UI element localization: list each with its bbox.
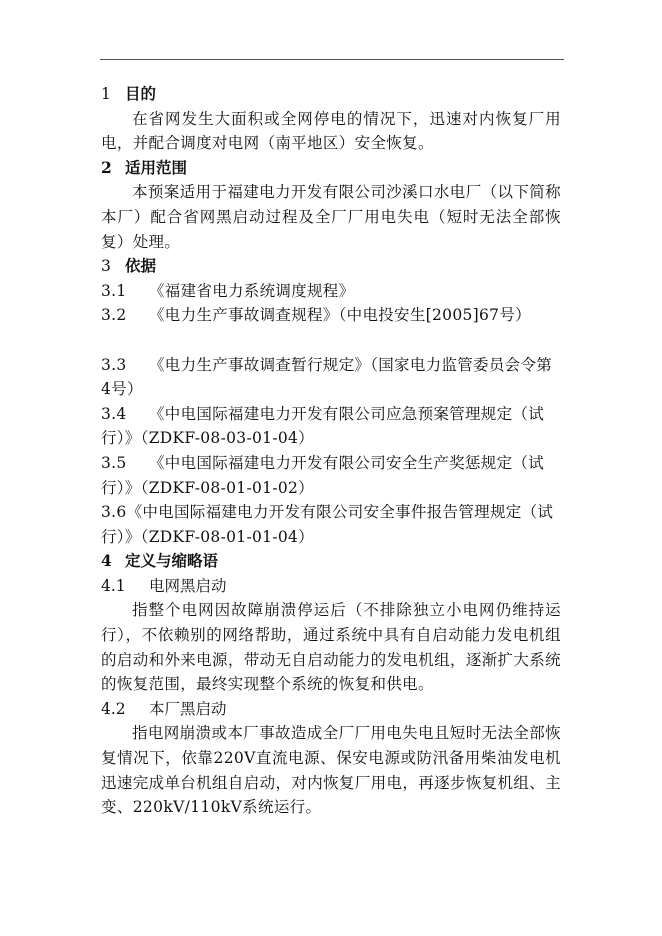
subsection-4-1-heading (101, 574, 561, 599)
reference-text: 《中电国际福建电力开发有限公司安全生产奖惩规定（试行）》（ZDKF-08-01-01-02） (101, 453, 545, 497)
reference-text: 《中电国际福建电力开发有限公司应急预案管理规定（试行）》（ZDKF-08-03-01-04） (101, 404, 545, 448)
reference-item (101, 303, 561, 328)
reference-number: 3.4 (101, 404, 127, 423)
section-3-heading (101, 254, 561, 279)
section-4-heading (101, 549, 561, 574)
subsection-4-1-body: 指整个电网因故障崩溃停运后（不排除独立小电网仍维持运行），不依赖别的网络帮助，通过系统中具有自启动能力发电机组的启动和外来电源，带动无自启动能力的发电机组，逐渐扩大系统的恢复范围，最终实现整个系统的恢复和供电。 (101, 601, 561, 694)
section-1-number: 1 (101, 85, 111, 103)
section-3-title: 依据 (125, 256, 157, 276)
reference-text: 《福建省电力系统调度规程》 (149, 281, 355, 300)
reference-number: 3.1 (101, 281, 127, 300)
section-1-body: 在省网发生大面积或全网停电的情况下，迅速对内恢复厂用电，并配合调度对电网（南平地区）安全恢复。 (101, 109, 561, 153)
section-3-number: 3 (101, 257, 111, 276)
subsection-number: 4.2 (101, 699, 126, 718)
section-1-title: 目的 (125, 84, 157, 103)
reference-text: 《电力生产事故调查暂行规定》（国家电力监管委员会令第4号） (101, 355, 553, 399)
section-1-heading (101, 82, 561, 107)
blank-line (101, 328, 561, 353)
document-body (101, 82, 561, 820)
section-2-title: 适用范围 (125, 157, 188, 177)
section-2-heading (101, 156, 561, 181)
reference-item (101, 279, 561, 304)
subsection-number: 4.1 (101, 576, 126, 595)
reference-number: 3.5 (101, 453, 127, 472)
reference-text: 《中电国际福建电力开发有限公司安全事件报告管理规定（试行）》（ZDKF-08-01-01-04） (101, 503, 554, 546)
reference-number: 3.6 (101, 503, 127, 522)
section-4-number: 4 (101, 551, 112, 571)
reference-item (101, 402, 561, 451)
subsection-4-2-heading (101, 697, 561, 722)
section-2-number: 2 (101, 157, 112, 177)
reference-item (101, 353, 561, 402)
subsection-title: 电网黑启动 (149, 576, 227, 595)
reference-item (101, 500, 561, 549)
reference-number: 3.3 (101, 355, 127, 374)
section-2-body: 本预案适用于福建电力开发有限公司沙溪口水电厂（以下简称本厂）配合省网黑启动过程及全厂厂用电失电（短时无法全部恢复）处理。 (101, 183, 561, 251)
reference-text: 《电力生产事故调查规程》（中电投安生[2005]67号） (149, 306, 531, 325)
subsection-4-2-body: 指电网崩溃或本厂事故造成全厂厂用电失电且短时无法全部恢复情况下，依靠220V直流电源、保安电源或防汛备用柴油发电机迅速完成单台机组自启动，对内恢复厂用电，再逐步恢复机组、主变、220kV/110kV系统运行。 (101, 724, 561, 817)
reference-number: 3.2 (101, 306, 127, 325)
section-4-title: 定义与缩略语 (125, 551, 219, 571)
header-rule (100, 59, 564, 60)
subsection-title: 本厂黑启动 (149, 699, 227, 718)
reference-item (101, 451, 561, 500)
